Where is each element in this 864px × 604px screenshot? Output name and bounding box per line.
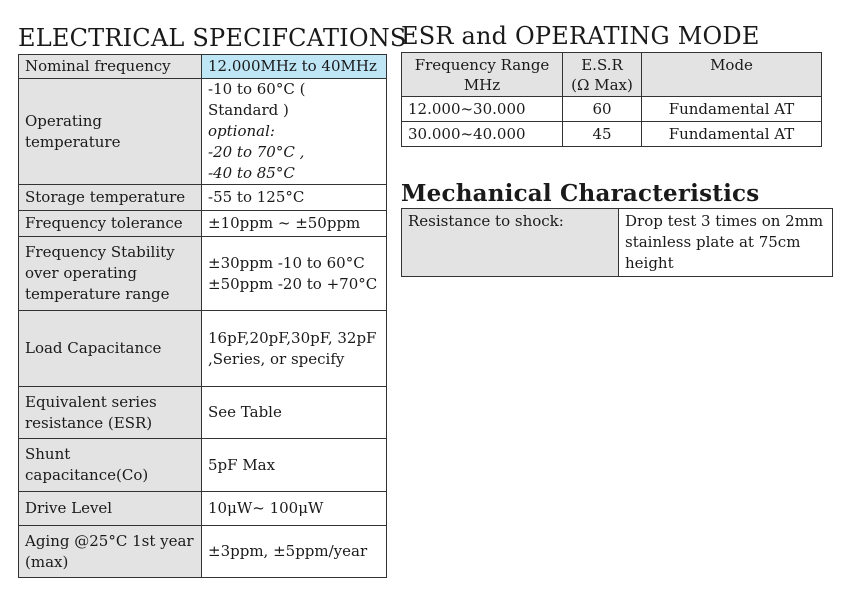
spec-value-shunt-capacitance: 5pF Max xyxy=(202,439,387,492)
frequency-stability-value-2: ±50ppm -20 to +70°C xyxy=(208,274,378,293)
frequency-stability-line-3: temperature range xyxy=(25,285,170,303)
esr-header-esr-line-1: E.S.R xyxy=(581,55,623,74)
spec-value-operating-temperature xyxy=(202,79,387,185)
table-row xyxy=(402,53,822,97)
shunt-label-line-2: capacitance(Co) xyxy=(25,466,149,484)
esr-title: ESR and OPERATING MODE xyxy=(401,22,760,50)
frequency-stability-line-1: Frequency Stability xyxy=(25,243,175,261)
esr-header-frequency-line-1: Frequency Range xyxy=(414,55,550,74)
electrical-spec-table xyxy=(18,54,387,578)
aging-label-line-2: (max) xyxy=(25,552,69,571)
spec-value-load-capacitance xyxy=(202,311,387,387)
esr-header-frequency-range xyxy=(402,53,563,97)
load-capacitance-value-2: ,Series, or specify xyxy=(208,349,345,368)
table-row xyxy=(402,97,822,122)
table-row xyxy=(19,526,387,578)
shock-value-line-3: height xyxy=(625,254,674,272)
shock-value-line-1: Drop test 3 times on 2mm xyxy=(625,212,824,230)
spec-label-operating-temperature: Operating temperature xyxy=(19,79,202,185)
esr-cell-mode: Fundamental AT xyxy=(642,97,822,122)
operating-temp-optional: optional: xyxy=(208,122,275,140)
shunt-label-line-1: Shunt xyxy=(25,445,71,463)
esr-header-mode: Mode xyxy=(642,53,822,97)
shock-value-line-2: stainless plate at 75cm xyxy=(625,233,801,251)
spec-label-load-capacitance: Load Capacitance xyxy=(19,311,202,387)
spec-label-shunt-capacitance xyxy=(19,439,202,492)
spec-value-storage-temperature: -55 to 125°C xyxy=(202,185,387,211)
esr-label-line-1: Equivalent series xyxy=(25,392,157,411)
load-capacitance-value-1: 16pF,20pF,30pF, 32pF xyxy=(208,328,377,347)
mechanical-label-shock: Resistance to shock: xyxy=(402,209,619,277)
spec-label-esr xyxy=(19,387,202,439)
operating-temp-option-1: -20 to 70°C , xyxy=(208,143,305,161)
esr-cell-esr: 60 xyxy=(563,97,642,122)
esr-header-frequency-line-2: MHz xyxy=(463,75,501,94)
spec-value-nominal-frequency: 12.000MHz to 40MHz xyxy=(202,55,387,79)
frequency-stability-value-1: ±30ppm -10 to 60°C xyxy=(208,253,365,272)
esr-header-esr xyxy=(563,53,642,97)
spec-label-nominal-frequency: Nominal frequency xyxy=(19,55,202,79)
spec-value-aging: ±3ppm, ±5ppm/year xyxy=(202,526,387,578)
table-row xyxy=(19,211,387,237)
table-row xyxy=(19,492,387,526)
electrical-spec-title: ELECTRICAL SPECIFCATIONS xyxy=(18,24,407,52)
mechanical-title: Mechanical Characteristics xyxy=(401,180,760,207)
table-row xyxy=(19,237,387,311)
spec-label-drive-level: Drive Level xyxy=(19,492,202,526)
esr-cell-esr: 45 xyxy=(563,122,642,147)
spec-label-aging xyxy=(19,526,202,578)
table-row xyxy=(402,122,822,147)
mechanical-value-shock xyxy=(619,209,833,277)
esr-header-esr-line-2: (Ω Max) xyxy=(571,75,633,94)
esr-label-line-2: resistance (ESR) xyxy=(25,413,153,432)
spec-value-drive-level: 10μW~ 100μW xyxy=(202,492,387,526)
spec-label-frequency-tolerance: Frequency tolerance xyxy=(19,211,202,237)
esr-cell-frequency: 12.000~30.000 xyxy=(402,97,563,122)
table-row xyxy=(19,55,387,79)
frequency-stability-line-2: over operating xyxy=(25,264,138,282)
esr-table xyxy=(401,52,822,147)
esr-cell-mode: Fundamental AT xyxy=(642,122,822,147)
operating-temp-option-2: -40 to 85°C xyxy=(208,164,295,182)
table-row xyxy=(19,387,387,439)
esr-cell-frequency: 30.000~40.000 xyxy=(402,122,563,147)
spec-value-frequency-stability xyxy=(202,237,387,311)
aging-label-line-1: Aging @25°C 1st year xyxy=(25,531,194,550)
spec-value-esr: See Table xyxy=(202,387,387,439)
table-row xyxy=(19,439,387,492)
mechanical-table xyxy=(401,208,833,277)
spec-value-frequency-tolerance: ±10ppm ~ ±50ppm xyxy=(202,211,387,237)
operating-temp-standard: -10 to 60°C ( Standard ) xyxy=(208,80,306,119)
table-row xyxy=(19,79,387,185)
spec-label-storage-temperature: Storage temperature xyxy=(19,185,202,211)
table-row xyxy=(19,185,387,211)
table-row xyxy=(19,311,387,387)
spec-label-frequency-stability xyxy=(19,237,202,311)
table-row xyxy=(402,209,833,277)
